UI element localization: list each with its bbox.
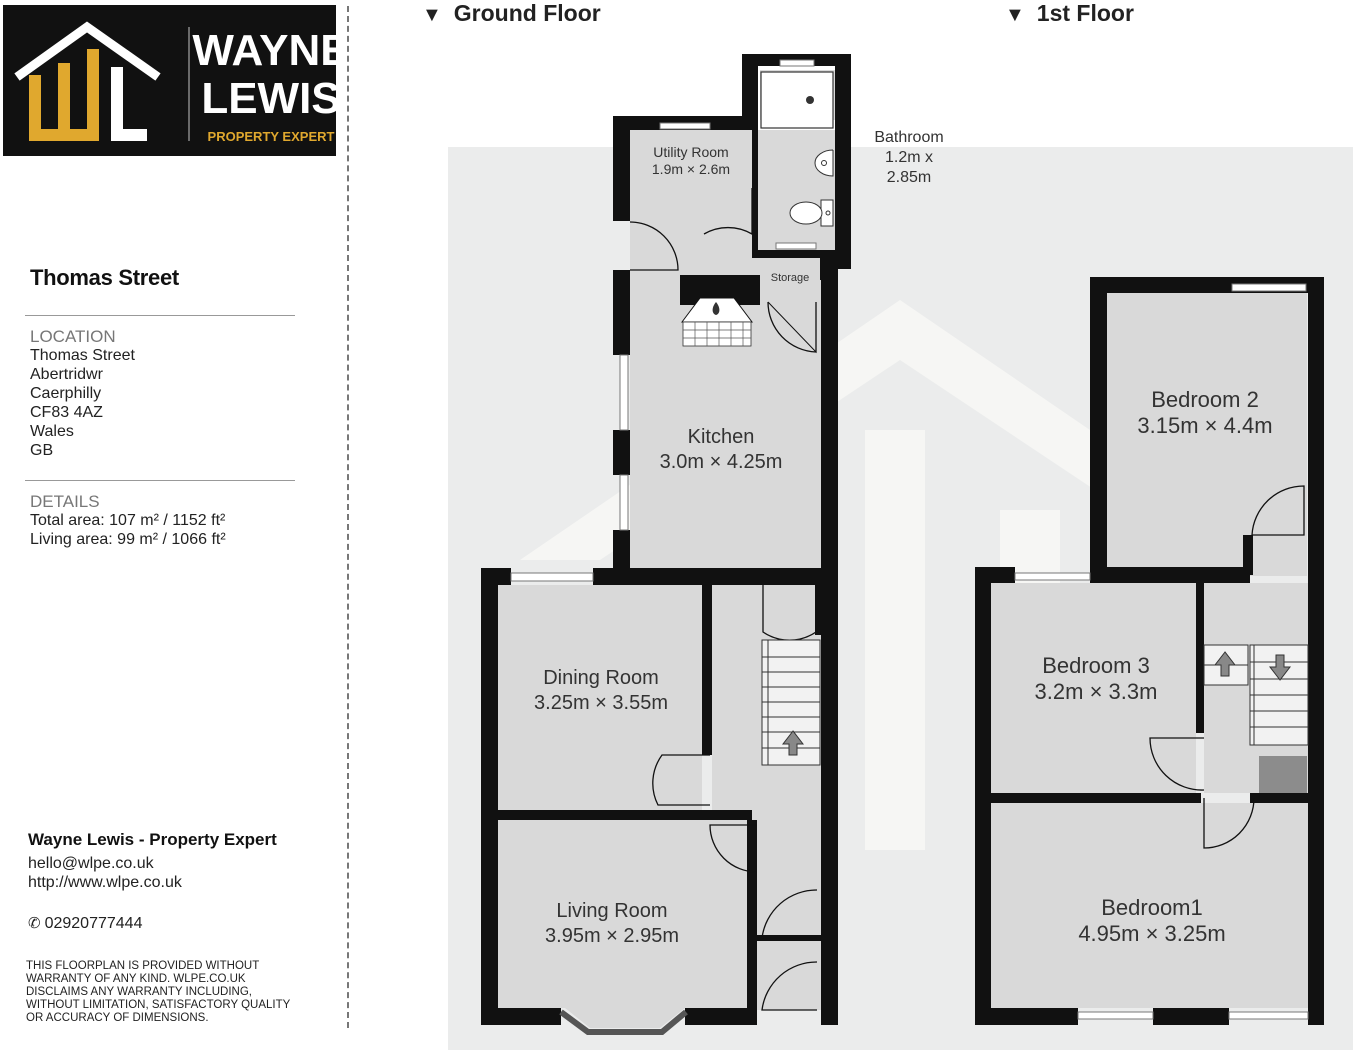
svg-text:PROPERTY EXPERT: PROPERTY EXPERT (207, 129, 335, 144)
bedroom-1-size: 4.95m × 3.25m (1078, 921, 1226, 946)
svg-text:LEWIS: LEWIS (201, 74, 336, 123)
bedroom-1-name: Bedroom1 (1101, 895, 1203, 920)
storage-name: Storage (770, 272, 810, 284)
utility-room-name: Utility Room (653, 144, 729, 160)
kitchen-name: Kitchen (687, 426, 755, 448)
triangle-down-icon: ▼ (422, 4, 442, 26)
bedroom-3-size: 3.2m × 3.3m (1034, 679, 1158, 704)
location-line: GB (30, 442, 54, 459)
kitchen-size: 3.0m × 4.25m (659, 451, 783, 473)
utility-room-size: 1.9m × 2.6m (651, 161, 731, 177)
bathroom-name: Bathroom (874, 129, 944, 146)
shower-icon (761, 72, 833, 128)
location-line: Wales (30, 423, 74, 440)
location-line: CF83 4AZ (30, 404, 103, 421)
total-area: Total area: 107 m² / 1152 ft² (30, 512, 226, 529)
bedroom-3-name: Bedroom 3 (1042, 653, 1150, 678)
triangle-down-icon: ▼ (1005, 4, 1025, 26)
location-line: Caerphilly (30, 385, 102, 402)
location-line: Abertridwr (30, 366, 103, 383)
contact-phone: 02920777444 (44, 915, 143, 932)
living-area: Living area: 99 m² / 1066 ft² (30, 531, 226, 548)
bedroom-2-name: Bedroom 2 (1151, 387, 1259, 412)
living-room-name: Living Room (556, 900, 668, 922)
dining-room-size: 3.25m × 3.55m (534, 692, 668, 714)
property-title: Thomas Street (30, 265, 179, 290)
first-floor-label: 1st Floor (1036, 0, 1134, 26)
location-line: Thomas Street (30, 347, 135, 364)
toilet-icon (790, 200, 833, 226)
phone-icon: ✆ (28, 915, 41, 932)
bathroom-size-2: 2.85m (886, 169, 932, 186)
disclaimer: THIS FLOORPLAN IS PROVIDED WITHOUT WARRANTY OF ANY KIND. WLPE.CO.UK DISCLAIMS ANY WARRANTY INCLUDING, WITHOUT LIMITATION, SATISFACTORY QUALITY OR ACCURACY OF DIMENSIONS. (26, 960, 291, 1024)
details-heading: DETAILS (30, 492, 100, 511)
bedroom-2-size: 3.15m × 4.4m (1137, 413, 1273, 438)
contact-website[interactable]: http://www.wlpe.co.uk (28, 874, 182, 891)
living-room-size: 3.95m × 2.95m (545, 925, 679, 947)
cupboard (1259, 756, 1307, 793)
location-heading: LOCATION (30, 327, 116, 346)
dining-room-name: Dining Room (543, 667, 659, 689)
contact-name: Wayne Lewis - Property Expert (28, 830, 277, 849)
ground-floor-label: Ground Floor (453, 0, 601, 26)
bathroom-size: 1.2m x (884, 149, 934, 166)
svg-text:WAYNE: WAYNE (192, 26, 336, 75)
contact-email[interactable]: hello@wlpe.co.uk (28, 855, 154, 872)
